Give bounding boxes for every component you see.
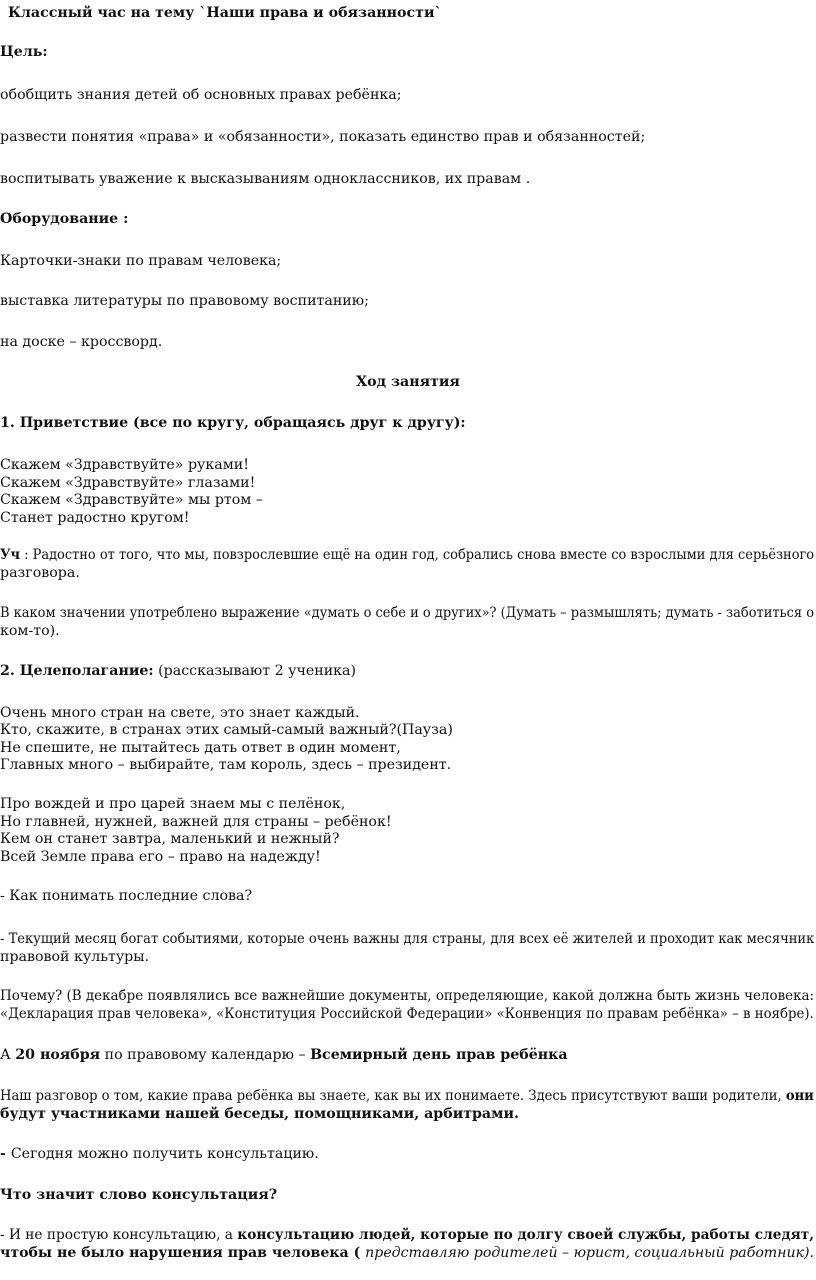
equipment-item: на доске – кроссворд.: [0, 334, 163, 350]
month-paragraph-cont: правовой культуры.: [0, 949, 150, 965]
greeting-poem-line: Скажем «Здравствуйте» глазами!: [0, 475, 256, 491]
parents-paragraph-cont: будут участниками нашей беседы, помощниками, арбитрами.: [0, 1106, 519, 1122]
poem-line: Но главней, нужней, важней для страны – ребёнок!: [0, 814, 392, 830]
equipment-item: Карточки-знаки по правам человека;: [0, 253, 282, 269]
poem-line: Главных много – выбирайте, там король, здесь – президент.: [0, 757, 452, 773]
greeting-poem-line: Скажем «Здравствуйте» руками!: [0, 457, 249, 473]
month-paragraph: - Текущий месяц богат событиями, которые очень важны для страны, для всех её жителей и проходит как месячник: [0, 931, 815, 947]
why-paragraph-cont: «Декларация прав человека», «Конституция Российской Федерации» «Конвенция по правам ребёнка» – в ноябре).: [0, 1006, 814, 1022]
question-paragraph: В каком значении употреблено выражение «думать о себе и о других»? (Думать – размышлять; думать - заботиться о: [0, 605, 815, 621]
goal-setting-note: (рассказывают 2 ученика): [153, 663, 357, 679]
consult-paragraph-cont: [0, 1244, 814, 1262]
calendar-prefix: А: [0, 1047, 16, 1063]
greeting-poem-line: Скажем «Здравствуйте» мы ртом –: [0, 492, 263, 508]
parents-text: Наш разговор о том, какие права ребёнка вы знаете, как вы их понимаете. Здесь присутствуют ваши родители,: [0, 1088, 786, 1104]
greeting-heading: 1. Приветствие (все по кругу, обращаясь друг к другу):: [0, 415, 466, 431]
discussion-question: - Как понимать последние слова?: [0, 888, 253, 904]
poem-line: Кем он станет завтра, маленький и нежный?: [0, 831, 340, 847]
goal-setting-heading: [0, 662, 356, 680]
teacher-remark-cont: разговора.: [0, 565, 80, 581]
calendar-line: [0, 1046, 568, 1064]
consult-paragraph: [0, 1226, 814, 1244]
calendar-middle: по правовому календарю –: [100, 1047, 311, 1063]
consult-line: [0, 1145, 319, 1163]
why-paragraph: Почему? (В декабре появлялись все важнейшие документы, определяющие, какой должна быть жизнь человека:: [0, 988, 815, 1004]
poem-line: Всей Земле права его – право на надежду!: [0, 849, 321, 865]
goal-setting-title: 2. Целеполагание:: [0, 663, 154, 679]
teacher-remark: [0, 546, 814, 564]
teacher-label: Уч: [0, 547, 21, 563]
parents-bold: они: [785, 1088, 814, 1104]
goal-item: обобщить знания детей об основных правах ребёнка;: [0, 87, 402, 103]
poem-line: Про вождей и про царей знаем мы с пелёнок,: [0, 796, 346, 812]
goal-heading: Цель:: [0, 44, 48, 60]
teacher-text: : Радостно от того, что мы, повзрослевшие ещё на один год, собрались снова вместе со взрослыми для серьёзного: [20, 547, 815, 563]
goal-item: воспитывать уважение к высказываниям одноклассников, их правам .: [0, 171, 531, 187]
consult-dash: -: [0, 1146, 11, 1162]
greeting-poem-line: Станет радостно кругом!: [0, 510, 190, 526]
consult-question: Что значит слово консультация?: [0, 1187, 278, 1203]
equipment-heading: Оборудование :: [0, 211, 129, 227]
consult-italic: представляю родителей – юрист, социальный работник).: [365, 1245, 815, 1261]
calendar-day: Всемирный день прав ребёнка: [310, 1047, 568, 1063]
poem-line: Кто, скажите, в странах этих самый-самый важный?(Пауза): [0, 722, 453, 738]
consult-plain: - И не простую консультацию, а: [0, 1227, 238, 1243]
document-title: Классный час на тему `Наши права и обязанности`: [8, 5, 442, 21]
consult-text: Сегодня можно получить консультацию.: [10, 1146, 319, 1162]
consult-bold-cont: чтобы не было нарушения прав человека (: [0, 1245, 366, 1261]
goal-item: развести понятия «права» и «обязанности», показать единство прав и обязанностей;: [0, 129, 646, 145]
parents-paragraph: [0, 1087, 814, 1105]
poem-line: Очень много стран на свете, это знает каждый.: [0, 705, 360, 721]
lesson-heading: Ход занятия: [356, 374, 460, 390]
poem-line: Не спешите, не пытайтесь дать ответ в один момент,: [0, 740, 401, 756]
question-paragraph-cont: ком-то).: [0, 623, 60, 639]
consult-bold: консультацию людей, которые по долгу своей службы, работы следят,: [237, 1227, 815, 1243]
calendar-date: 20 ноября: [15, 1047, 101, 1063]
equipment-item: выставка литературы по правовому воспитанию;: [0, 293, 369, 309]
